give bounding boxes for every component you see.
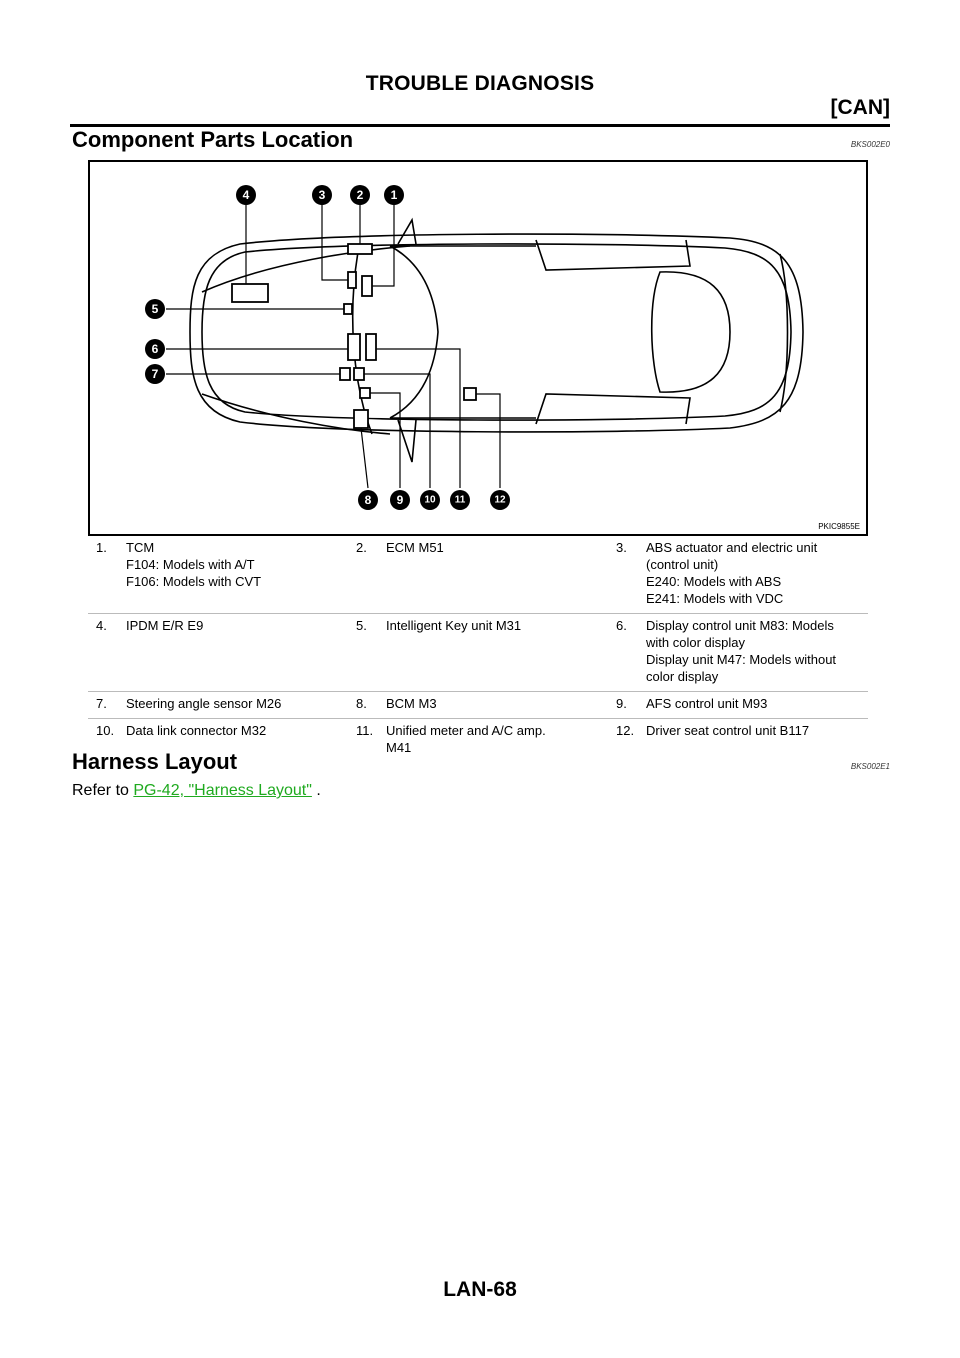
part-cell [348,614,608,692]
part-description: ECM M51 [386,540,444,555]
section-tag: [CAN] [830,96,890,119]
table-row [88,614,868,692]
part-number: 10. [96,723,115,738]
callout-label-8: 8 [364,493,372,507]
callout-label-3: 3 [318,188,326,202]
component-4 [232,284,268,302]
callout-label-11: 11 [454,494,466,506]
part-cell [348,719,608,763]
part-cell [608,719,868,763]
component-6 [348,334,360,360]
part-number: 5. [356,618,367,633]
part-cell [608,692,868,719]
leader-12 [476,394,500,488]
component-10 [354,368,364,380]
part-number: 9. [616,696,627,711]
component-1 [348,244,372,254]
part-description: Unified meter and A/C amp. M41 [386,723,546,755]
page-number: LAN-68 [443,1278,517,1301]
component-8 [354,410,368,428]
vehicle-top-view [90,162,866,534]
callout-label-2: 2 [356,188,364,202]
part-number: 4. [96,618,107,633]
part-cell [608,536,868,614]
part-number: 1. [96,540,107,555]
callout-label-1: 1 [390,188,398,202]
callout-label-9: 9 [396,493,404,507]
part-cell [608,614,868,692]
part-description: BCM M3 [386,696,437,711]
harness-layout-heading: Harness Layout [72,749,238,774]
component-2 [362,276,372,296]
page-title: TROUBLE DIAGNOSIS [365,72,595,95]
harness-reference [72,782,321,800]
figure-id: PKIC9855E [818,522,860,531]
part-number: 12. [616,723,635,738]
part-description: AFS control unit M93 [646,696,768,711]
callout-label-7: 7 [151,367,159,381]
component-9 [360,388,370,398]
part-number: 8. [356,696,367,711]
part-cell [348,692,608,719]
component-11 [366,334,376,360]
part-number: 6. [616,618,627,633]
component-3 [348,272,356,288]
part-cell [88,614,348,692]
callout-label-12: 12 [494,494,506,506]
leader-3 [322,204,348,280]
table-row [88,692,868,719]
component-ref-code: BKS002E0 [850,140,890,149]
callout-label-6: 6 [151,342,159,356]
rear-window [652,272,730,392]
part-description: Driver seat control unit B117 [646,723,810,738]
component-parts-heading: Component Parts Location [72,127,354,152]
part-description: Intelligent Key unit M31 [386,618,522,633]
part-description: Display control unit M83: Models with color display Display unit M47: Models without color display [646,618,837,684]
part-description: Data link connector M32 [126,723,267,738]
parts-legend-table [88,536,868,762]
harness-ref-code: BKS002E1 [850,762,890,771]
car-body-outline [190,234,803,432]
part-cell [88,692,348,719]
ref-suffix: . [311,782,321,799]
part-number: 3. [616,540,627,555]
part-cell [348,536,608,614]
component-7 [340,368,350,380]
callout-label-5: 5 [151,302,159,316]
component-12 [464,388,476,400]
part-number: 11. [356,723,374,738]
vehicle-diagram [88,160,868,536]
part-description: ABS actuator and electric unit (control unit) E240: Models with ABS E241: Models with VDC [646,540,818,606]
mirror-right [398,420,416,462]
part-number: 7. [96,696,107,711]
callout-label-10: 10 [424,494,436,506]
part-description: TCM F104: Models with A/T F106: Models with CVT [126,540,262,589]
part-description: IPDM E/R E9 [126,618,204,633]
component-5 [344,304,352,314]
part-cell [88,536,348,614]
part-number: 2. [356,540,367,555]
mirror-left [398,220,416,244]
part-description: Steering angle sensor M26 [126,696,282,711]
callout-label-4: 4 [242,188,250,202]
harness-layout-link[interactable]: PG-42, "Harness Layout" [133,782,312,799]
ref-prefix: Refer to [72,782,134,799]
windshield [390,246,438,418]
table-row [88,536,868,614]
leader-9 [370,393,400,488]
leader-8 [361,428,368,488]
